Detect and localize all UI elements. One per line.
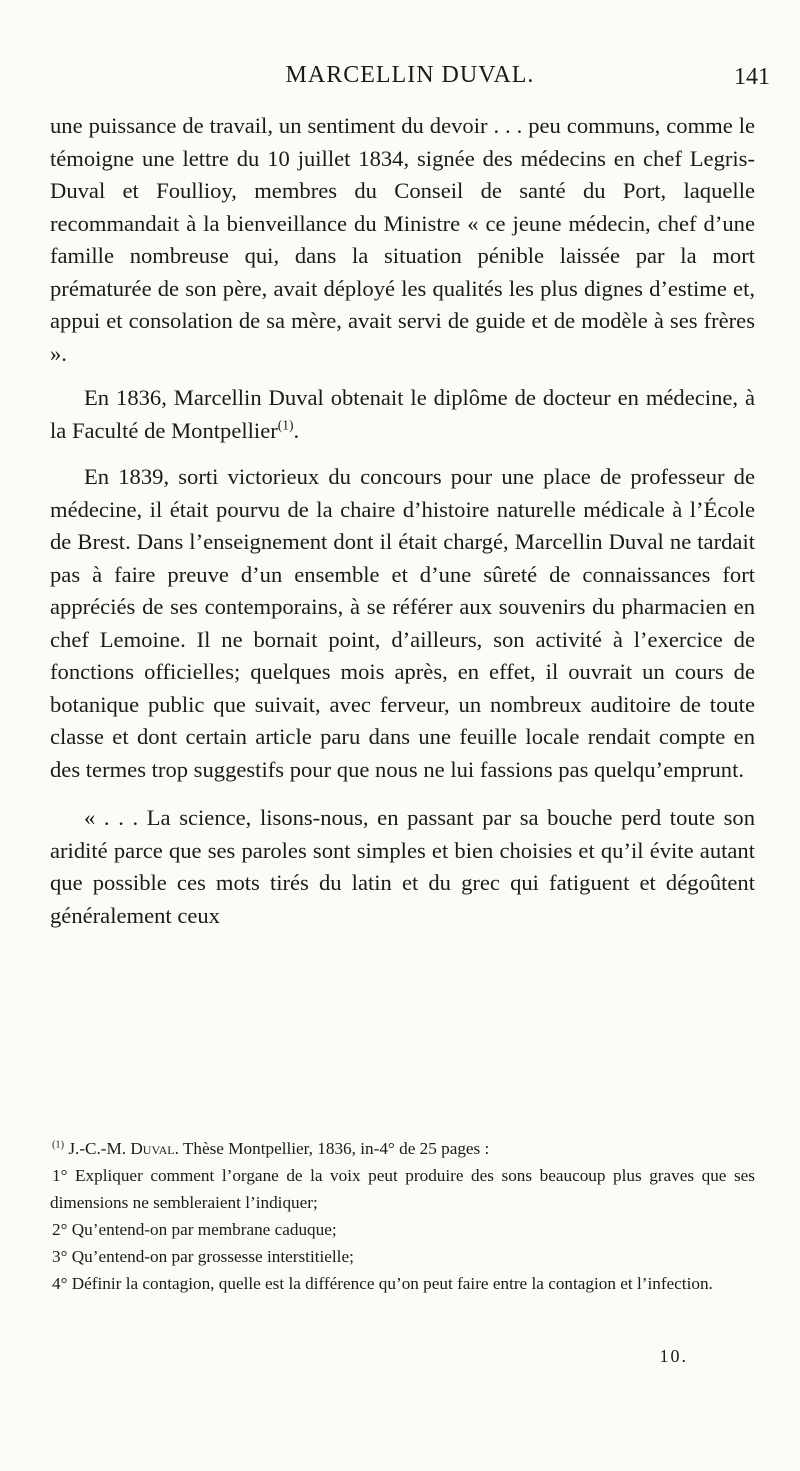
footnote-item-3: 3° Qu’entend-on par grossesse interstitielle; bbox=[52, 1247, 354, 1266]
footnote-item-4: 4° Définir la contagion, quelle est la différence qu’on peut faire entre la contagion et l’infection. bbox=[52, 1274, 713, 1293]
footnote-item-1: 1° Expliquer comment l’organe de la voix peut produire des sons beaucoup plus graves que ses dimensions ne sembleraient l’indiquer; bbox=[50, 1166, 755, 1212]
paragraph-3: En 1839, sorti victorieux du concours pour une place de professeur de médecine, il était pourvu de la chaire d’histoire naturelle médicale à l’École de Brest. Dans l’enseignement dont il était chargé, Marcellin Duval ne tardait pas à faire preuve d’un ensemble et d’une sûreté de connaissances fort appréciés de ses contemporains, à se référer aux souvenirs du pharmacien en chef Lemoine. Il ne bornait point, d’ailleurs, son activité à l’exercice de fonctions officielles; quelques mois après, en effet, il ouvrait un cours de botanique public que suivait, avec ferveur, un nombreux auditoire de toute classe et dont certain article paru dans une feuille locale rendait compte en des termes trop suggestifs pour que nous ne lui fassions pas quelqu’emprunt. bbox=[50, 464, 755, 782]
footnote-reference: (1) bbox=[277, 416, 294, 432]
footnote-marker: (1) bbox=[52, 1139, 65, 1151]
footnote-1 bbox=[50, 1135, 755, 1162]
body-text bbox=[50, 110, 755, 932]
paragraph-1: une puissance de travail, un sentiment du devoir . . . peu communs, comme le témoigne une lettre du 10 juillet 1834, signée des médecins en chef Legris-Duval et Foullioy, membres du Conseil de santé du Port, laquelle recommandait à la bienveillance du Ministre « ce jeune médecin, chef d’une famille nombreuse qui, dans la situation pénible laissée par la mort prématurée de son père, avait déployé les qualités les plus dignes d’estime et, appui et consolation de sa mère, avait servi de guide et de modèle à ses frères ». bbox=[50, 113, 755, 366]
paragraph-2 bbox=[50, 382, 755, 447]
page-header bbox=[50, 62, 770, 102]
footnotes bbox=[50, 1135, 755, 1297]
paragraph-2-text: En 1836, Marcellin Duval obtenait le diplôme de docteur en médecine, à la Faculté de Montpellier bbox=[50, 385, 755, 443]
paragraph-2-end: . bbox=[293, 417, 300, 443]
footnote-title: Thèse Montpellier, 1836, in-4° de 25 pages : bbox=[182, 1139, 490, 1158]
footnote-item-2: 2° Qu’entend-on par membrane caduque; bbox=[52, 1220, 337, 1239]
paragraph-4-quote: « . . . La science, lisons-nous, en passant par sa bouche perd toute son aridité parce que ses paroles sont simples et bien choisies et qu’il évite autant que possible ces mots tirés du latin et du grec qui fatiguent et dégoûtent généralement ceux bbox=[50, 805, 755, 928]
running-title: MARCELLIN DUVAL. bbox=[285, 62, 535, 88]
page-number: 141 bbox=[734, 64, 770, 90]
footnote-author: J.-C.-M. Duval. bbox=[68, 1139, 179, 1158]
signature-mark: 10. bbox=[659, 1346, 688, 1366]
